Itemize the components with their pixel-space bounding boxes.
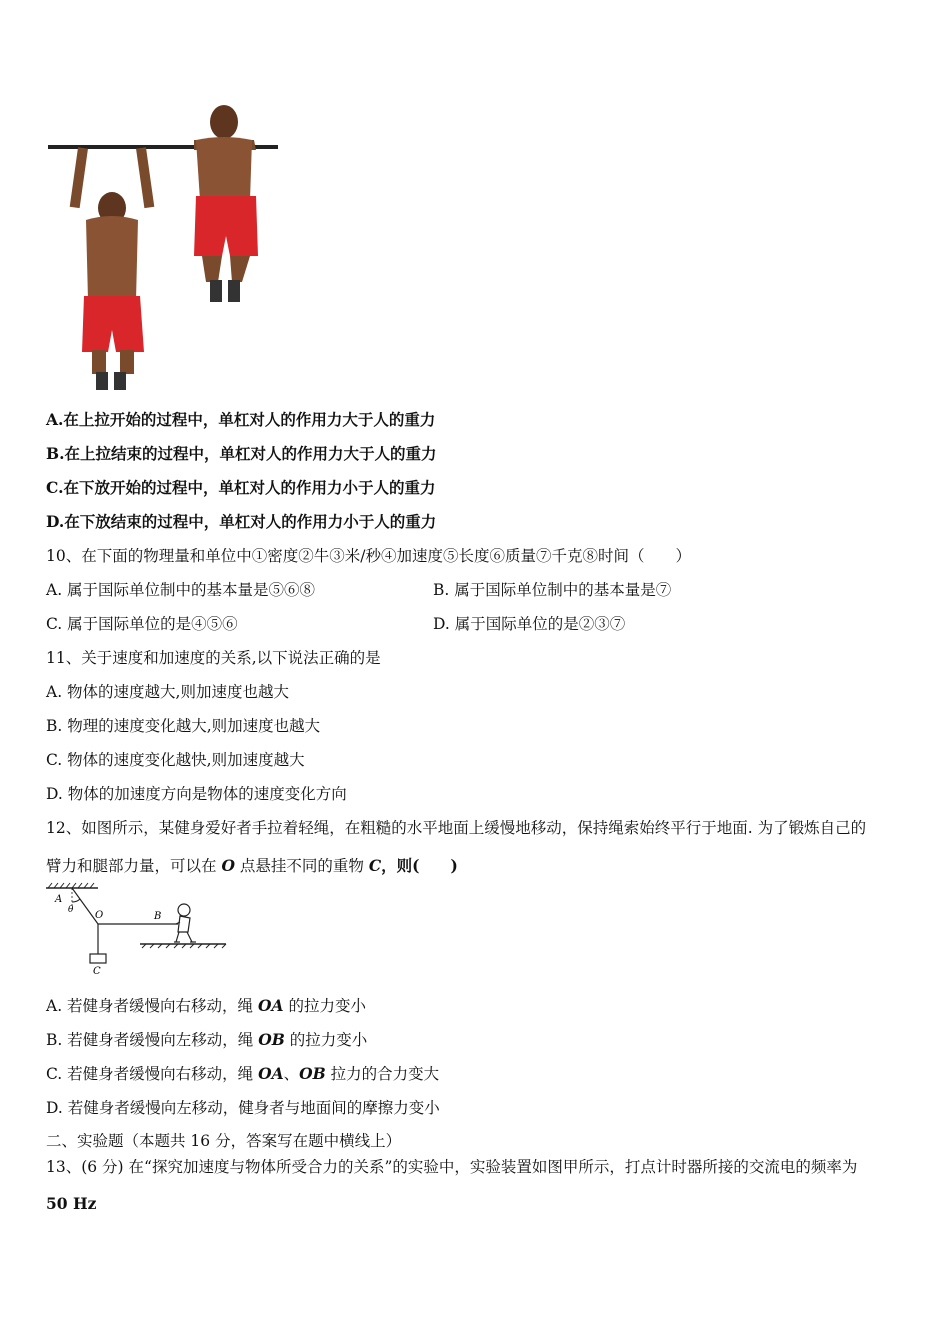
q11-option-d: D. 物体的加速度方向是物体的速度变化方向 <box>46 785 347 803</box>
q10-stem: 10、在下面的物理量和单位中①密度②牛③米/秒④加速度⑤长度⑥质量⑦千克⑧时间（ ） <box>46 547 691 565</box>
hanging-man-figure <box>70 147 155 390</box>
pull-up-figure <box>44 100 284 396</box>
q12-option-a-text-2: 的拉力变小 <box>283 997 366 1015</box>
q9-option-a: A.在上拉开始的过程中，单杠对人的作用力大于人的重力 <box>46 410 436 429</box>
q12-option-c-text-1: C. 若健身者缓慢向右移动，绳 <box>46 1065 259 1083</box>
q11-option-a: A. 物体的速度越大,则加速度也越大 <box>46 683 289 701</box>
q12-stem-text-1: 臂力和腿部力量，可以在 <box>46 857 222 875</box>
pulled-up-man-figure <box>194 105 258 302</box>
q13-frequency: 50 Hz <box>46 1194 97 1213</box>
diagram-label-a: A <box>55 894 63 905</box>
q10-option-b: B. 属于国际单位制中的基本量是⑦ <box>433 581 672 599</box>
q12-option-c-text-2: 拉力的合力变大 <box>325 1065 440 1083</box>
q12-option-b-rope: OB <box>258 1030 285 1049</box>
q12-option-b <box>46 1030 367 1050</box>
q12-option-c-rope-2: OB <box>299 1064 326 1083</box>
q10-option-a: A. 属于国际单位制中的基本量是⑤⑥⑧ <box>46 581 316 599</box>
q9-option-b: B.在上拉结束的过程中，单杠对人的作用力大于人的重力 <box>46 444 437 463</box>
q10-option-c: C. 属于国际单位的是④⑤⑥ <box>46 615 238 633</box>
q11-option-c: C. 物体的速度变化越快,则加速度越大 <box>46 751 305 769</box>
diagram-label-theta: θ <box>68 905 74 915</box>
diagram-label-c: C <box>93 966 101 977</box>
exerciser-figure <box>174 904 196 942</box>
diagram-label-b: B <box>154 911 162 922</box>
q12-option-a <box>46 996 366 1016</box>
q12-option-a-rope: OA <box>257 996 284 1015</box>
q12-stem-weight-c: C <box>368 856 382 875</box>
section-2-title: 二、实验题（本题共 16 分，答案写在题中横线上） <box>46 1132 402 1150</box>
q12-stem-text-2: 点悬挂不同的重物 <box>234 857 369 875</box>
q12-option-a-text-1: A. 若健身者缓慢向右移动，绳 <box>46 997 258 1015</box>
q9-option-c: C.在下放开始的过程中，单杠对人的作用力小于人的重力 <box>46 478 436 497</box>
q12-option-b-text-1: B. 若健身者缓慢向左移动，绳 <box>46 1031 259 1049</box>
q13-stem: 13、(6 分) 在“探究加速度与物体所受合力的关系”的实验中，实验装置如图甲所示，打点计时器所接的交流电的频率为 <box>46 1158 858 1176</box>
q12-option-c-sep: 、 <box>283 1065 300 1083</box>
q12-option-c <box>46 1064 439 1084</box>
q12-stem-text-3: ，则( ) <box>381 856 458 875</box>
weight-c <box>90 954 106 963</box>
q12-option-c-rope-1: OA <box>258 1064 284 1083</box>
q11-option-b: B. 物理的速度变化越大,则加速度也越大 <box>46 717 321 735</box>
q11-stem: 11、关于速度和加速度的关系,以下说法正确的是 <box>46 649 381 667</box>
q12-stem-line1: 12、如图所示，某健身爱好者手拉着轻绳，在粗糙的水平地面上缓慢地移动，保持绳索始终平行于地面. 为了锻炼自己的 <box>46 819 867 837</box>
diagram-label-o: O <box>95 910 104 921</box>
q10-option-d: D. 属于国际单位的是②③⑦ <box>433 615 626 633</box>
q9-option-d: D.在下放结束的过程中，单杠对人的作用力小于人的重力 <box>46 512 437 531</box>
q12-option-d: D. 若健身者缓慢向左移动，健身者与地面间的摩擦力变小 <box>46 1099 440 1117</box>
q12-option-b-text-2: 的拉力变小 <box>284 1031 368 1049</box>
rope-diagram <box>44 882 234 978</box>
q12-stem-point-o: O <box>221 856 235 875</box>
q12-stem-line2 <box>46 856 458 876</box>
